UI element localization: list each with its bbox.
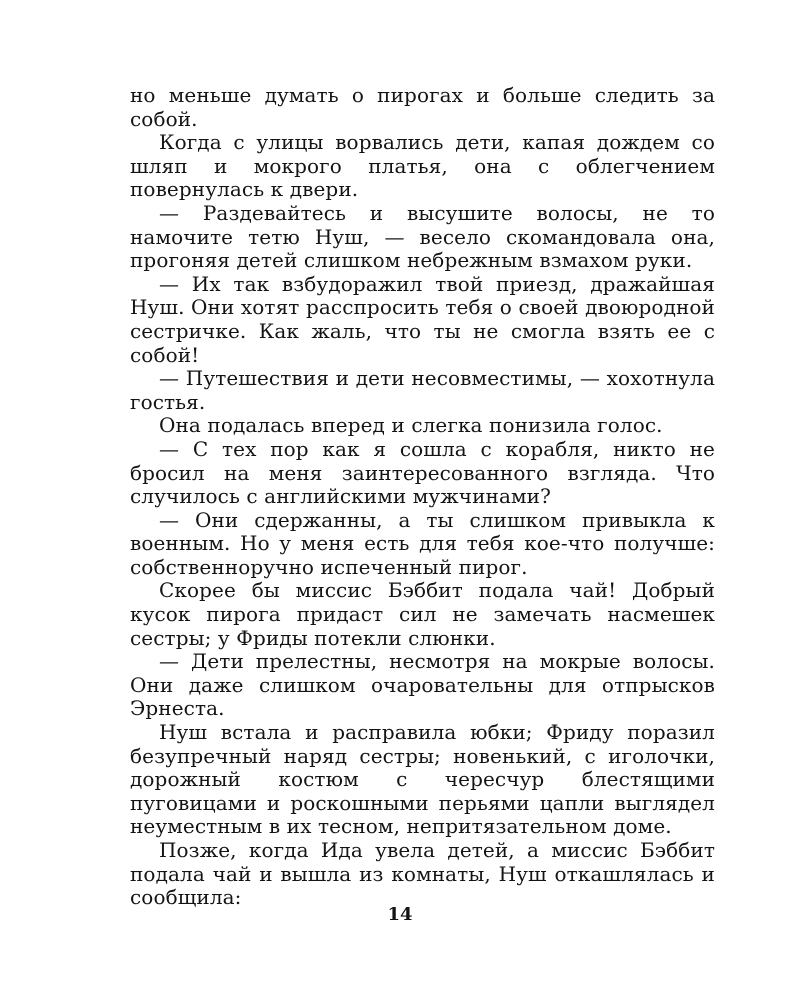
paragraph: — С тех пор как я сошла с корабля, никто не бросил на меня заинтересованного взгляда. Что случилось с английскими мужчинами? bbox=[130, 436, 715, 509]
paragraph: Когда с улицы ворвались дети, капая дождем со шляп и мокрого платья, она с облегчением повернулась к двери. bbox=[130, 130, 715, 202]
paragraph: — Их так взбудоражил твой приезд, дражайшая Нуш. Они хотят расспросить тебя о своей двоюродной сестричке. Как жаль, что ты не смогла взять ее с собой! bbox=[130, 271, 715, 367]
paragraph: Она подалась вперед и слегка понизила голос. bbox=[159, 413, 663, 438]
paragraph: Нуш встала и расправила юбки; Фриду поразил безупречный наряд сестры; новенький, с иголочки, дорожный костюм с чересчур блестящими пуговицами и роскошными перьями цапли выглядел неуместным в их тесном, непритязательном доме. bbox=[130, 720, 715, 839]
page-number: 14 bbox=[387, 904, 413, 925]
paragraph: — Они сдержанны, а ты слишком привыкла к военным. Но у меня есть для тебя кое-что получше: собственноручно испеченный пирог. bbox=[130, 507, 715, 579]
paragraph-continuation: но меньше думать о пирогах и больше следить за собой. bbox=[130, 83, 715, 131]
paragraph: — Путешествия и дети несовместимы, — хохотнула гостья. bbox=[130, 366, 715, 414]
paragraph: — Раздевайтесь и высушите волосы, не то намочите тетю Нуш, — весело скомандовала она, прогоняя детей слишком небрежным взмахом руки. bbox=[130, 200, 715, 273]
paragraph: Позже, когда Ида увела детей, а миссис Бэббит подала чай и вышла из комнаты, Нуш откашлялась и сообщила: bbox=[130, 838, 715, 910]
paragraph: — Дети прелестны, несмотря на мокрые волосы. Они даже слишком очаровательны для отпрысков Эрнеста. bbox=[130, 649, 715, 721]
body-text bbox=[130, 84, 715, 910]
paragraph: Скорее бы миссис Бэббит подала чай! Добрый кусок пирога придаст сил не замечать насмешек сестры; у Фриды потекли слюнки. bbox=[130, 578, 715, 650]
